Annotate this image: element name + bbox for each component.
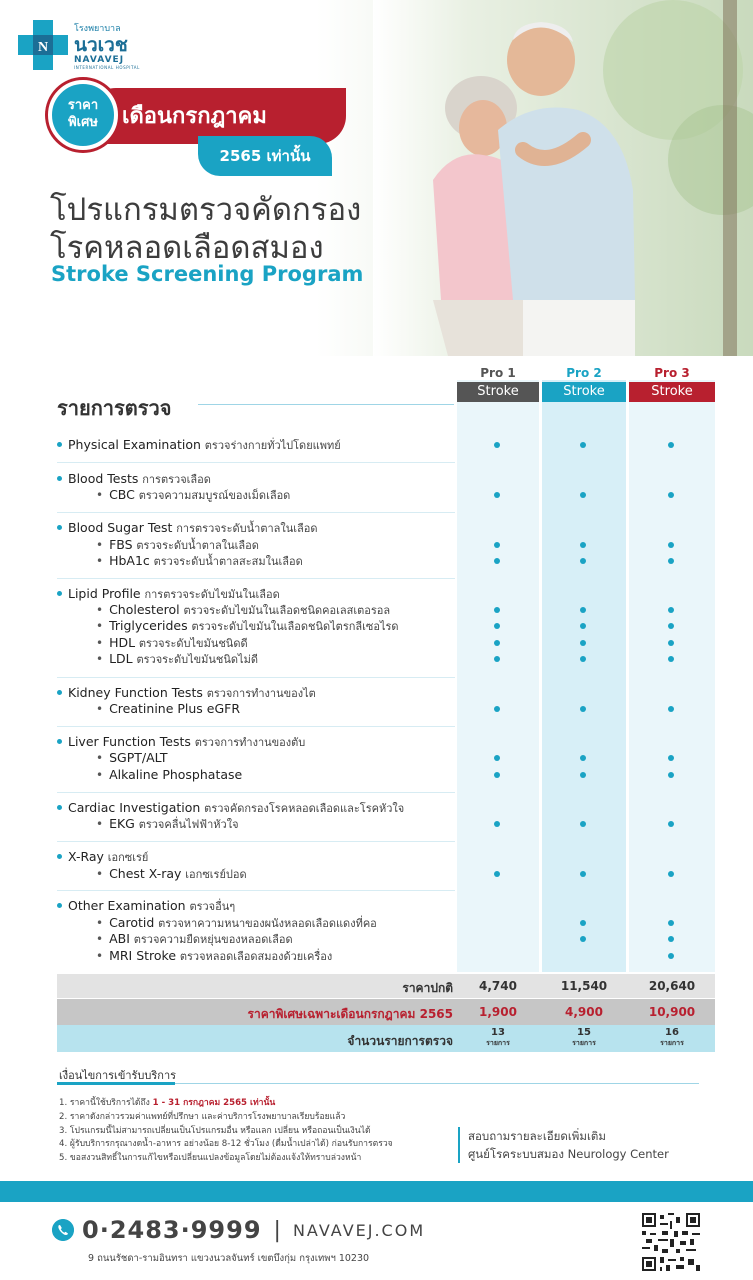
- row-blood-tests: Blood Tests การตรวจเลือด: [57, 471, 211, 488]
- logo-thai-name: นวเวช: [74, 33, 128, 56]
- included-dot-alk-pro3: [668, 772, 674, 778]
- included-dot-chol-pro3: [668, 607, 674, 613]
- included-dot-sgpt-pro2: [580, 755, 586, 761]
- included-dot-fbs-pro1: [494, 542, 500, 548]
- special-price-badge: [48, 80, 118, 150]
- included-dot-cbc-pro3: [668, 492, 674, 498]
- row-liver: Liver Function Tests ตรวจการทำงานของตับ: [57, 734, 305, 751]
- included-dot-chol-pro2: [580, 607, 586, 613]
- special-price-label: ราคาพิเศษเฉพาะเดือนกรกฎาคม 2565: [247, 1007, 453, 1021]
- badge-line-2: พิเศษ: [68, 115, 98, 130]
- included-dot-creat-pro3: [668, 706, 674, 712]
- title-thai-line-2: โรคหลอดเลือดสมอง: [50, 230, 324, 266]
- row-fbs: • FBS ตรวจระดับน้ำตาลในเลือด: [96, 537, 259, 552]
- pro1-item-count: 13 รายการ: [486, 1027, 510, 1047]
- included-dot-carotid-pro3: [668, 920, 674, 926]
- promo-year: 2565 เท่านั้น: [198, 136, 332, 176]
- badge-line-1: ราคา: [67, 98, 99, 113]
- contact-info: [458, 1127, 669, 1163]
- address: 9 ถนนรัชดา-รามอินทรา แขวงนวลจันทร์ เขตบึงกุ่ม กรุงเทพฯ 10230: [88, 1253, 370, 1264]
- included-dot-fbs-pro2: [580, 542, 586, 548]
- included-dot-alk-pro1: [494, 772, 500, 778]
- logo-subtitle: INTERNATIONAL HOSPITAL: [74, 64, 140, 70]
- row-alkaline: • Alkaline Phosphatase: [96, 767, 243, 782]
- pro3-normal-price: 20,640: [648, 979, 696, 993]
- included-dot-ldl-pro3: [668, 656, 674, 662]
- title-underline: [198, 404, 454, 405]
- group-divider: [57, 512, 455, 513]
- included-dot-carotid-pro2: [580, 920, 586, 926]
- normal-price-row: [57, 974, 715, 998]
- included-dot-abi-pro2: [580, 936, 586, 942]
- row-sgpt: • SGPT/ALT: [96, 750, 168, 765]
- included-dot-ekg-pro3: [668, 821, 674, 827]
- pro2-item-count: 15 รายการ: [572, 1027, 596, 1047]
- pro1-label: Stroke: [457, 382, 539, 402]
- included-dot-trig-pro3: [668, 623, 674, 629]
- condition-item: 3. โปรแกรมนี้ไม่สามารถเปลี่ยนเป็นโปรแกรมอื่น หรือแลก เปลี่ยน หรือถอนเป็นเงินได้: [59, 1125, 371, 1136]
- condition-item: 5. ขอสงวนสิทธิ์ในการแก้ไขหรือเปลี่ยนแปลงข้อมูลโดยไม่ต้องแจ้งให้ทราบล่วงหน้า: [59, 1153, 362, 1164]
- svg-text:N: N: [37, 40, 49, 55]
- included-dot-chest-pro1: [494, 871, 500, 877]
- row-kidney: Kidney Function Tests ตรวจการทำงานของไต: [57, 685, 316, 702]
- included-dot-cbc-pro1: [494, 492, 500, 498]
- row-mri: • MRI Stroke ตรวจหลอดเลือดสมองด้วยเครื่อง: [96, 948, 333, 963]
- included-dot-hdl-pro2: [580, 640, 586, 646]
- title-thai-line-1: โปรแกรมตรวจคัดกรอง: [50, 192, 362, 228]
- conditions-list: [59, 1097, 459, 1166]
- included-dot-cbc-pro2: [580, 492, 586, 498]
- pro3-label: Stroke: [629, 382, 715, 402]
- group-divider: [57, 462, 455, 463]
- pro2-header: [542, 364, 626, 402]
- row-hba1c: • HbA1c ตรวจระดับน้ำตาลสะสมในเลือด: [96, 553, 303, 568]
- row-blood-sugar: Blood Sugar Test การตรวจระดับน้ำตาลในเลือด: [57, 520, 318, 537]
- included-dot-sgpt-pro3: [668, 755, 674, 761]
- included-dot-alk-pro2: [580, 772, 586, 778]
- included-dot-abi-pro3: [668, 936, 674, 942]
- special-price-row: [57, 999, 715, 1025]
- item-count-label: จำนวนรายการตรวจ: [347, 1034, 453, 1048]
- group-divider: [57, 726, 455, 727]
- included-dot-ekg-pro1: [494, 821, 500, 827]
- row-carotid: • Carotid ตรวจหาความหนาของผนังหลอดเลือดแดงที่คอ: [96, 915, 377, 930]
- pro3-header: [629, 364, 715, 402]
- normal-price-label: ราคาปกติ: [402, 981, 453, 995]
- row-chest-xray: • Chest X-ray เอกซเรย์ปอด: [96, 866, 247, 881]
- included-dot-ldl-pro2: [580, 656, 586, 662]
- included-dot-mri-pro3: [668, 953, 674, 959]
- pro2-label: Stroke: [542, 382, 626, 402]
- pro2-special-price: 4,900: [565, 1005, 603, 1019]
- group-divider: [57, 792, 455, 793]
- phone-icon: [52, 1219, 74, 1241]
- pro2-normal-price: 11,540: [560, 979, 608, 993]
- contact-line-2: ศูนย์โรคระบบสมอง Neurology Center: [468, 1147, 669, 1161]
- pro2-name: Pro 2: [566, 366, 602, 380]
- pro1-normal-price: 4,740: [479, 979, 517, 993]
- row-other: Other Examination ตรวจอื่นๆ: [57, 898, 235, 915]
- row-ekg: • EKG ตรวจคลื่นไฟฟ้าหัวใจ: [96, 816, 239, 831]
- logo-english-name: NAVAVEJ: [74, 54, 125, 65]
- included-dot-hdl-pro3: [668, 640, 674, 646]
- included-dot-hba1c-pro3: [668, 558, 674, 564]
- pro3-name: Pro 3: [654, 366, 690, 380]
- row-lipid: Lipid Profile การตรวจระดับไขมันในเลือด: [57, 586, 280, 603]
- footer-separator: |: [273, 1217, 281, 1243]
- row-ldl: • LDL ตรวจระดับไขมันชนิดไม่ดี: [96, 651, 258, 666]
- pro1-header: [457, 364, 539, 402]
- included-dot-sgpt-pro1: [494, 755, 500, 761]
- included-dot-hba1c-pro2: [580, 558, 586, 564]
- exam-list-title: รายการตรวจ: [57, 396, 172, 420]
- row-cholesterol: • Cholesterol ตรวจระดับไขมันในเลือดชนิดคอเลสเตอรอล: [96, 602, 391, 617]
- phone-number[interactable]: 0·2483·9999: [82, 1216, 262, 1244]
- pro3-special-price: 10,900: [648, 1005, 696, 1019]
- row-cbc: • CBC ตรวจความสมบูรณ์ของเม็ดเลือด: [96, 487, 291, 502]
- row-triglycerides: • Triglycerides ตรวจระดับไขมันในเลือดชนิดไตรกลีเซอไรด: [96, 618, 399, 633]
- included-dot-chol-pro1: [494, 607, 500, 613]
- logo-thai-small: โรงพยาบาล: [74, 23, 121, 34]
- footer-bar: [0, 1181, 753, 1202]
- condition-item: 2. ราคาดังกล่าวรวมค่าแพทย์ที่ปรึกษา และค่าบริการโรงพยาบาลเรียบร้อยแล้ว: [59, 1111, 346, 1122]
- title-english: Stroke Screening Program: [51, 262, 364, 286]
- condition-item: 4. ผู้รับบริการกรุณางดน้ำ-อาหาร อย่างน้อย 8-12 ชั่วโมง (ดื่มน้ำเปล่าได้) ก่อนรับการตรวจ: [59, 1139, 393, 1150]
- pro2-column-bg: [542, 380, 626, 972]
- row-abi: • ABI ตรวจความยืดหยุ่นของหลอดเลือด: [96, 931, 293, 946]
- promo-badge: [48, 80, 311, 190]
- row-cardiac: Cardiac Investigation ตรวจคัดกรองโรคหลอดเลือดและโรคหัวใจ: [57, 800, 404, 817]
- pro3-column-bg: [629, 380, 715, 972]
- included-dot-chest-pro3: [668, 871, 674, 877]
- row-physical: Physical Examination ตรวจร่างกายทั่วไปโดยแพทย์: [57, 437, 341, 454]
- included-dot-ekg-pro2: [580, 821, 586, 827]
- pro1-name: Pro 1: [480, 366, 516, 380]
- pro1-special-price: 1,900: [479, 1005, 517, 1019]
- included-dot-hba1c-pro1: [494, 558, 500, 564]
- conditions-title: เงื่อนไขการเข้ารับบริการ: [59, 1069, 177, 1082]
- included-dot-ldl-pro1: [494, 656, 500, 662]
- group-divider: [57, 841, 455, 842]
- contact-line-1: สอบถามรายละเอียดเพิ่มเติม: [468, 1129, 606, 1143]
- navavej-logo: [18, 20, 140, 70]
- hero-section: [0, 0, 753, 356]
- website-link[interactable]: NAVAVEJ.COM: [292, 1220, 426, 1240]
- included-dot-physical-pro2: [580, 442, 586, 448]
- included-dot-physical-pro3: [668, 442, 674, 448]
- included-dot-hdl-pro1: [494, 640, 500, 646]
- included-dot-creat-pro2: [580, 706, 586, 712]
- conditions-accent-bar: [57, 1082, 175, 1085]
- condition-item: 1. ราคานี้ใช้บริการได้ถึง 1 - 31 กรกฎาคม 2565 เท่านั้น: [59, 1098, 276, 1108]
- promo-month: เดือนกรกฎาคม: [122, 104, 267, 129]
- row-hdl: • HDL ตรวจระดับไขมันชนิดดี: [96, 635, 248, 650]
- item-count-row: [57, 1025, 715, 1052]
- row-creatinine: • Creatinine Plus eGFR: [96, 701, 241, 716]
- phone-row: [52, 1216, 425, 1244]
- included-dot-creat-pro1: [494, 706, 500, 712]
- elderly-couple-photo: [373, 0, 753, 356]
- included-dot-physical-pro1: [494, 442, 500, 448]
- included-dot-chest-pro2: [580, 871, 586, 877]
- included-dot-trig-pro1: [494, 623, 500, 629]
- included-dot-trig-pro2: [580, 623, 586, 629]
- group-divider: [57, 578, 455, 579]
- group-divider: [57, 677, 455, 678]
- pro1-column-bg: [457, 380, 539, 972]
- row-xray: X-Ray เอกซเรย์: [57, 849, 148, 866]
- hospital-cross-logo-icon: [18, 20, 68, 70]
- qr-code-icon[interactable]: [642, 1213, 700, 1271]
- included-dot-fbs-pro3: [668, 542, 674, 548]
- group-divider: [57, 890, 455, 891]
- pro3-item-count: 16 รายการ: [660, 1027, 684, 1047]
